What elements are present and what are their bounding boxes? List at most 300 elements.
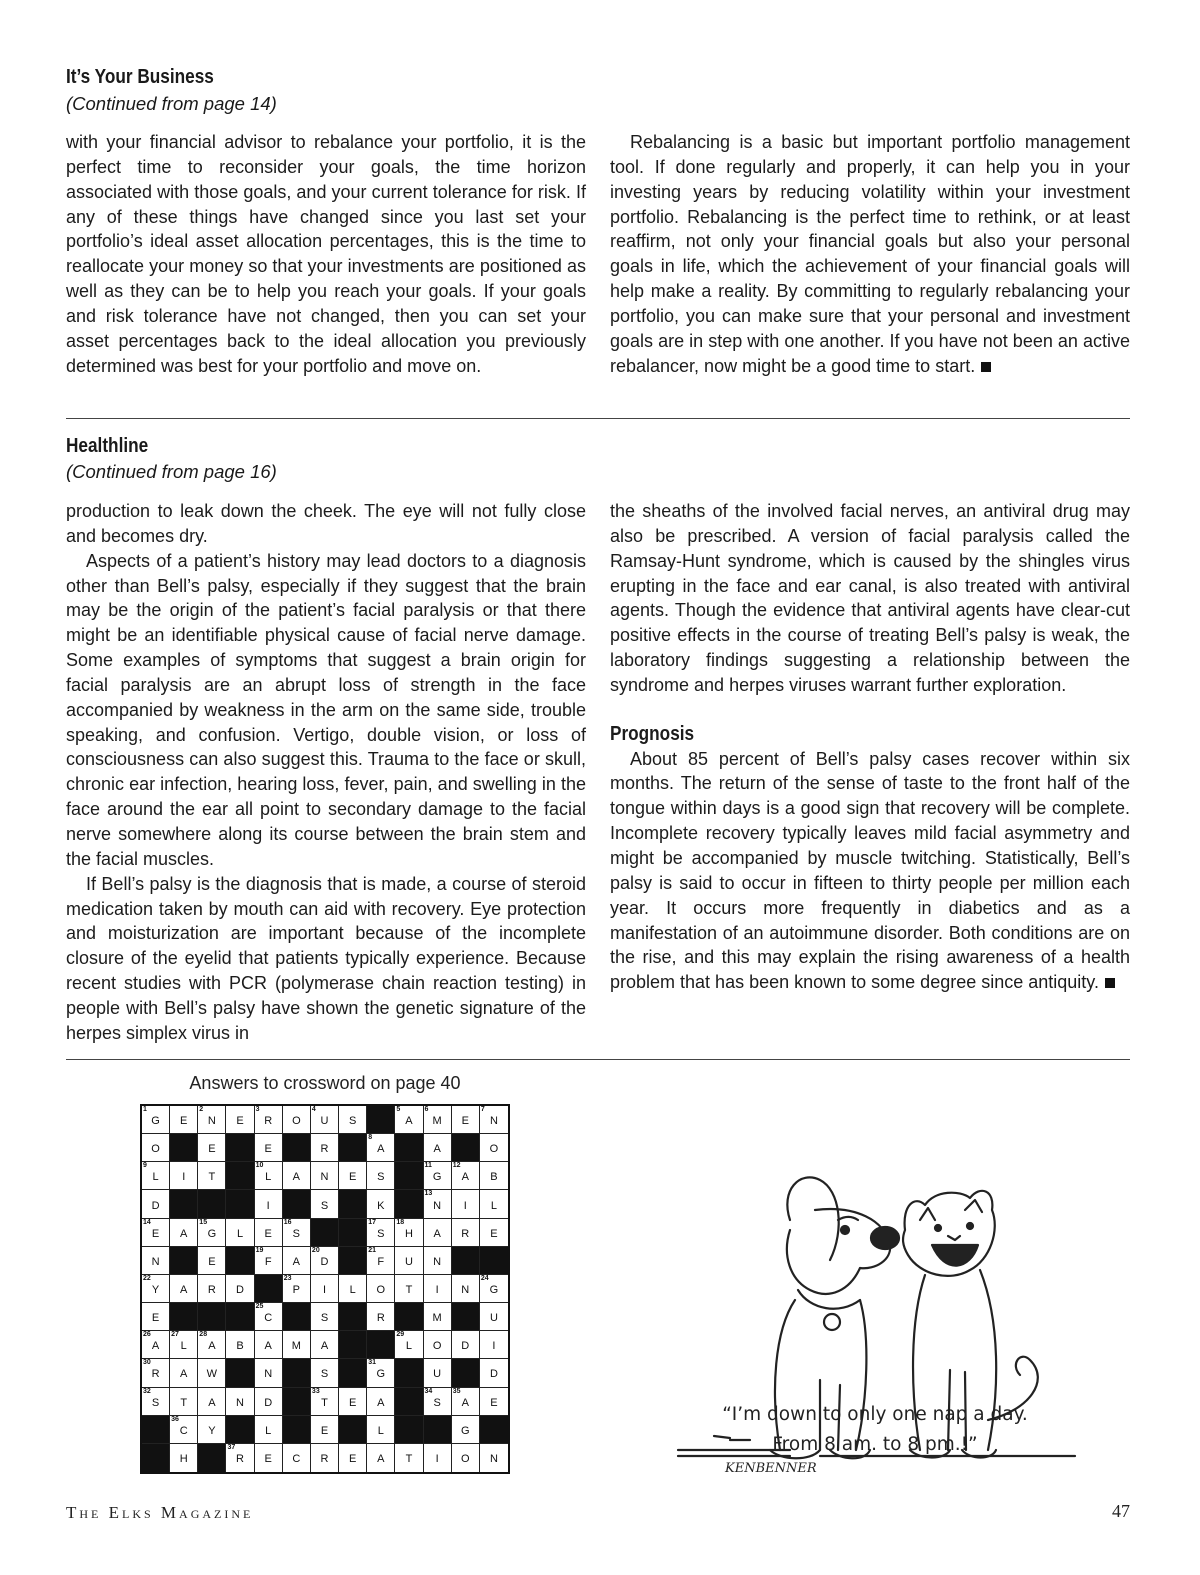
crossword-cell (480, 1444, 508, 1472)
crossword-letter: E (461, 1115, 469, 1128)
crossword-clue-number: 29 (396, 1331, 405, 1339)
crossword-letter: O (432, 1340, 442, 1353)
crossword-cell (480, 1106, 508, 1134)
crossword-letter: N (433, 1255, 442, 1268)
crossword-letter: L (405, 1340, 413, 1353)
crossword-letter: R (236, 1453, 244, 1466)
crossword-letter: D (320, 1255, 329, 1268)
crossword-cell (226, 1219, 254, 1247)
crossword-cell (311, 1162, 339, 1190)
crossword-letter: L (265, 1171, 272, 1184)
crossword-letter: L (180, 1340, 187, 1353)
crossword-cell (255, 1444, 283, 1472)
crossword-cell (424, 1162, 452, 1190)
crossword-letter: N (151, 1255, 160, 1268)
crossword-letter: S (377, 1171, 385, 1184)
crossword-black-square (339, 1190, 367, 1218)
crossword-cell (367, 1134, 395, 1162)
crossword-black-square (142, 1444, 170, 1472)
crossword-cell (198, 1219, 226, 1247)
crossword-cell (311, 1359, 339, 1387)
crossword-cell (339, 1275, 367, 1303)
crossword-black-square (395, 1359, 423, 1387)
crossword-cell (283, 1219, 311, 1247)
cat-eye (967, 1223, 973, 1229)
end-of-article-mark (1105, 978, 1115, 988)
crossword-clue-number: 13 (424, 1190, 433, 1198)
crossword-letter: O (376, 1283, 386, 1296)
crossword-black-square (170, 1247, 198, 1275)
crossword-letter: A (461, 1396, 469, 1409)
crossword-cell (255, 1134, 283, 1162)
crossword-letter: S (348, 1115, 357, 1128)
crossword-cell (226, 1275, 254, 1303)
crossword-black-square (198, 1444, 226, 1472)
crossword-letter: D (236, 1283, 244, 1296)
crossword-cell (367, 1247, 395, 1275)
crossword-letter: B (490, 1171, 498, 1184)
crossword-letter: N (433, 1199, 442, 1212)
crossword-clue-number: 26 (143, 1331, 151, 1339)
crossword-letter: M (432, 1312, 442, 1325)
crossword-letter: G (376, 1368, 386, 1381)
crossword-cell (283, 1275, 311, 1303)
crossword-letter: N (320, 1171, 329, 1184)
crossword-black-square (395, 1416, 423, 1444)
crossword-cell (480, 1190, 508, 1218)
healthline-continued-note: (Continued from page 16) (66, 461, 277, 482)
crossword-cell (452, 1219, 480, 1247)
page-number: 47 (1112, 1501, 1130, 1521)
crossword-letter: A (180, 1283, 188, 1296)
healthline-section-title: Healthline (66, 435, 149, 457)
crossword-cell (170, 1416, 198, 1444)
crossword-black-square (283, 1416, 311, 1444)
crossword-black-square (452, 1134, 480, 1162)
crossword-cell (198, 1106, 226, 1134)
crossword-letter: S (320, 1312, 329, 1325)
crossword-letter: G (207, 1227, 217, 1240)
crossword-letter: E (264, 1143, 272, 1156)
crossword-letter: N (264, 1368, 273, 1381)
crossword-letter: M (432, 1115, 442, 1128)
crossword-cell (339, 1162, 367, 1190)
crossword-black-square (226, 1162, 254, 1190)
crossword-cell (311, 1303, 339, 1331)
crossword-black-square (198, 1190, 226, 1218)
cartoon-caption-line: From 8 am. to 8 pm.!” (772, 1434, 978, 1455)
prognosis-heading: Prognosis (610, 722, 695, 745)
crossword-letter: A (320, 1340, 329, 1353)
business-left-column (66, 130, 586, 378)
crossword-letter: S (377, 1227, 385, 1240)
crossword-cell (198, 1247, 226, 1275)
crossword-clue-number: 2 (199, 1106, 204, 1113)
crossword-letter: G (432, 1171, 442, 1184)
crossword-letter: N (207, 1115, 216, 1128)
crossword-clue-number: 34 (424, 1387, 433, 1395)
crossword-letter: R (461, 1227, 470, 1240)
crossword-black-square (395, 1303, 423, 1331)
crossword-cell (367, 1303, 395, 1331)
crossword-cell (142, 1247, 170, 1275)
crossword-cell (480, 1219, 508, 1247)
crossword-cell (142, 1388, 170, 1416)
crossword-letter: R (264, 1115, 273, 1128)
crossword-letter: B (236, 1340, 244, 1353)
crossword-black-square (283, 1359, 311, 1387)
crossword-letter: G (151, 1115, 160, 1128)
crossword-cell (170, 1388, 198, 1416)
crossword-letter: Y (208, 1424, 216, 1437)
crossword-letter: S (151, 1396, 160, 1409)
crossword-letter: L (490, 1199, 497, 1212)
crossword-clue-number: 25 (255, 1303, 264, 1311)
crossword-cell (424, 1247, 452, 1275)
crossword-cell (255, 1219, 283, 1247)
crossword-clue-number: 30 (143, 1359, 151, 1367)
crossword-cell (452, 1444, 480, 1472)
crossword-letter: W (206, 1368, 218, 1381)
crossword-letter: D (489, 1368, 498, 1381)
crossword-letter: A (405, 1115, 413, 1128)
crossword-letter: A (377, 1396, 385, 1409)
healthline-paragraph: production to leak down the cheek. The eye will not fully close and becomes dry. (66, 501, 586, 546)
crossword-letter: H (179, 1453, 188, 1466)
crossword-letter: I (463, 1199, 467, 1212)
crossword-cell (198, 1388, 226, 1416)
crossword-clue-number: 27 (171, 1331, 179, 1339)
crossword-cell (142, 1359, 170, 1387)
crossword-black-square (452, 1303, 480, 1331)
crossword-clue-number: 10 (255, 1162, 264, 1170)
crossword-cell (480, 1275, 508, 1303)
crossword-letter: P (292, 1283, 301, 1296)
crossword-cell (452, 1416, 480, 1444)
crossword-letter: R (320, 1453, 329, 1466)
crossword-cell (283, 1444, 311, 1472)
cartoonist-signature: KENBENNER (725, 1461, 817, 1476)
crossword-letter: N (236, 1396, 244, 1409)
crossword-black-square (395, 1162, 423, 1190)
crossword-letter: S (320, 1368, 329, 1381)
crossword-cell (170, 1275, 198, 1303)
crossword-letter: C (179, 1424, 188, 1437)
crossword-cell (395, 1219, 423, 1247)
crossword-letter: G (489, 1283, 499, 1296)
crossword-cell (142, 1106, 170, 1134)
crossword-black-square (283, 1134, 311, 1162)
crossword-clue-number: 21 (368, 1246, 377, 1254)
crossword-clue-number: 24 (480, 1274, 489, 1282)
crossword-cell (226, 1331, 254, 1359)
crossword-cell (142, 1275, 170, 1303)
cartoon-caption-line: “I’m down to only one nap a day. (722, 1404, 1028, 1425)
crossword-letter: A (292, 1255, 301, 1268)
crossword-letter: L (349, 1283, 356, 1296)
crossword-letter: A (461, 1171, 469, 1184)
business-section-title: It’s Your Business (66, 66, 214, 88)
crossword-clue-number: 20 (311, 1246, 320, 1254)
crossword-cell (170, 1162, 198, 1190)
crossword-letter: R (207, 1283, 216, 1296)
crossword-letter: E (208, 1143, 216, 1156)
crossword-cell (424, 1106, 452, 1134)
business-paragraph: Rebalancing is a basic but important portfolio management tool. If done regularly and properly, it can help you in your investing years by reducing volatility within your investment portfolio. Rebalancing is the perfect time to rethink, or at least reaffirm, not only your financial goals but also your personal goals in life, which the achievement of your financial goals will help make a reality. By committing to regularly rebalancing your portfolio, you can make sure that your personal and investment goals are in step with one another. If you have not been an active rebalancer, now might be a good time to start. (610, 132, 1130, 376)
crossword-cell (395, 1331, 423, 1359)
crossword-clue-number: 9 (143, 1162, 147, 1170)
crossword-cell (339, 1388, 367, 1416)
crossword-cell (452, 1331, 480, 1359)
crossword-letter: A (433, 1227, 441, 1240)
crossword-letter: I (435, 1453, 439, 1466)
dog-ear (787, 1177, 838, 1260)
crossword-cell (339, 1444, 367, 1472)
crossword-black-square (170, 1303, 198, 1331)
crossword-black-square (170, 1134, 198, 1162)
crossword-letter: E (264, 1227, 272, 1240)
crossword-clue-number: 5 (396, 1106, 401, 1113)
business-continued-note: (Continued from page 14) (66, 93, 277, 114)
crossword-cell (255, 1190, 283, 1218)
crossword-cell (424, 1219, 452, 1247)
crossword-clue-number: 22 (143, 1274, 151, 1282)
crossword-letter: D (461, 1340, 470, 1353)
crossword-cell (452, 1388, 480, 1416)
crossword-letter: E (208, 1255, 216, 1268)
crossword-letter: U (489, 1312, 498, 1325)
crossword-letter: S (320, 1199, 329, 1212)
crossword-letter: E (151, 1227, 160, 1240)
crossword-letter: E (264, 1453, 272, 1466)
crossword-black-square (198, 1303, 226, 1331)
dog-eye (841, 1226, 849, 1234)
crossword-cell (311, 1275, 339, 1303)
crossword-clue-number: 8 (368, 1134, 373, 1142)
crossword-cell (424, 1444, 452, 1472)
healthline-paragraph: About 85 percent of Bell’s palsy cases recover within six months. The return of the sense of taste to the front half of the tongue within days is a good sign that recovery will be complete. Incomplete recovery typically leaves mild facial asymmetry and might be accompanied by muscle twitching. Statistically, Bell’s palsy is said to occur in fifteen to thirty people per million each year. It occurs more frequently in diabetics and as a manifestation of an autoimmune disorder. Both conditions are on the rise, and this may explain the rising awareness of a health problem that has been known to some degree since antiquity. (610, 748, 1130, 993)
crossword-cell (395, 1106, 423, 1134)
crossword-cell (311, 1190, 339, 1218)
crossword-letter: E (151, 1312, 160, 1325)
crossword-black-square (226, 1247, 254, 1275)
crossword-letter: O (151, 1143, 160, 1156)
crossword-cell (452, 1106, 480, 1134)
crossword-cell (311, 1106, 339, 1134)
crossword-cell (311, 1416, 339, 1444)
crossword-cell (480, 1359, 508, 1387)
crossword-cell (283, 1162, 311, 1190)
crossword-clue-number: 19 (255, 1246, 264, 1254)
crossword-letter: S (292, 1227, 301, 1240)
healthline-paragraph: Aspects of a patient’s history may lead doctors to a diagnosis other than Bell’s palsy, especially if they suggest that the brain may be the origin of the patient’s facial paralysis or that there might be an identifiable physical cause of facial nerve damage. Some examples of symptoms that suggest a brain origin for facial paralysis are an abrupt loss of strength in the face accompanied by weakness in the arm on the same side, trouble speaking, and confusion. Vertigo, double vision, or loss of consciousness can also suggest this. Trauma to the face or skull, chronic ear infection, hearing loss, fever, pain, and swelling in the face around the ear all point to secondary damage to the facial nerve somewhere along its course between the brain stem and the facial muscles. (66, 550, 586, 869)
crossword-letter: D (151, 1199, 160, 1212)
crossword-cell (480, 1388, 508, 1416)
crossword-letter: A (292, 1171, 301, 1184)
crossword-cell (311, 1247, 339, 1275)
crossword-cell (395, 1247, 423, 1275)
crossword-cell (367, 1219, 395, 1247)
crossword-cell (367, 1416, 395, 1444)
crossword-cell (480, 1303, 508, 1331)
healthline-paragraph: If Bell’s palsy is the diagnosis that is made, a course of steroid medication taken by mouth can aid with recovery. Eye protection and moisturization are important because of the incomplete closure of the eyelid that patients typically experience. Because recent studies with PCR (polymerase chain reaction testing) in people with Bell’s palsy have shown the genetic signature of the herpes simplex virus in (66, 873, 586, 1043)
crossword-black-square (142, 1416, 170, 1444)
crossword-letter: R (320, 1143, 329, 1156)
crossword-clue-number: 31 (368, 1359, 377, 1367)
end-of-article-mark (981, 362, 991, 372)
crossword-black-square (283, 1303, 311, 1331)
crossword-cell (367, 1444, 395, 1472)
crossword-cell (255, 1247, 283, 1275)
crossword-cell (142, 1162, 170, 1190)
healthline-right-column (610, 499, 1130, 995)
crossword-clue-number: 11 (424, 1162, 432, 1170)
crossword-clue-number: 36 (171, 1415, 179, 1423)
crossword-letter: M (291, 1340, 301, 1353)
crossword-letter: N (489, 1453, 498, 1466)
crossword-clue-number: 1 (143, 1106, 147, 1113)
crossword-letter: U (404, 1255, 413, 1268)
crossword-cell (198, 1359, 226, 1387)
crossword-cell (198, 1162, 226, 1190)
crossword-letter: T (405, 1453, 413, 1466)
crossword-letter: E (236, 1115, 244, 1128)
crossword-cell (170, 1106, 198, 1134)
crossword-black-square (226, 1359, 254, 1387)
crossword-letter: N (461, 1283, 470, 1296)
crossword-black-square (311, 1219, 339, 1247)
crossword-cell (424, 1275, 452, 1303)
crossword-letter: I (322, 1283, 327, 1296)
crossword-cell (480, 1331, 508, 1359)
crossword-black-square (395, 1388, 423, 1416)
crossword-cell (395, 1444, 423, 1472)
crossword-cell (170, 1444, 198, 1472)
crossword-letter: E (348, 1396, 357, 1409)
crossword-black-square (480, 1416, 508, 1444)
crossword-black-square (255, 1275, 283, 1303)
crossword-letter: O (489, 1143, 499, 1156)
crossword-letter: L (265, 1424, 272, 1437)
crossword-black-square (452, 1359, 480, 1387)
crossword-cell (452, 1162, 480, 1190)
crossword-cell (452, 1275, 480, 1303)
crossword-letter: I (266, 1199, 270, 1212)
crossword-cell (255, 1303, 283, 1331)
crossword-letter: F (264, 1255, 272, 1268)
crossword-cell (283, 1331, 311, 1359)
crossword-clue-number: 16 (283, 1218, 292, 1226)
cat-mouth (932, 1245, 978, 1266)
crossword-black-square (395, 1134, 423, 1162)
crossword-letter: O (460, 1453, 470, 1466)
crossword-letter: A (377, 1143, 385, 1156)
crossword-cell (198, 1416, 226, 1444)
crossword-letter: E (320, 1424, 329, 1437)
crossword-cell (226, 1444, 254, 1472)
crossword-cell (367, 1388, 395, 1416)
crossword-letter: R (376, 1312, 385, 1325)
crossword-letter: S (433, 1396, 441, 1409)
business-paragraph: with your financial advisor to rebalance your portfolio, it is the perfect time to reconsider your goals, the time horizon associated with those goals, and your current tolerance for risk. If any of these things have changed since you last set your portfolio’s ideal asset allocation percentages, this is the time to reallocate your money so that your investments are positioned as well as they can be to help you reach your goals. If your goals and risk tolerance have not changed, then you can set your asset percentages back to the ideal allocation you previously determined was best for your portfolio and move on. (66, 132, 586, 376)
crossword-cell (424, 1303, 452, 1331)
crossword-cell (142, 1219, 170, 1247)
crossword-letter: T (321, 1396, 328, 1409)
magazine-name: The Elks Magazine (66, 1503, 254, 1522)
crossword-cell (424, 1359, 452, 1387)
crossword-letter: T (208, 1171, 216, 1184)
crossword-cell (170, 1219, 198, 1247)
crossword-cell (424, 1190, 452, 1218)
crossword-letter: K (377, 1199, 385, 1212)
crossword-black-square (339, 1219, 367, 1247)
crossword-letter: A (433, 1143, 441, 1156)
crossword-letter: A (151, 1340, 160, 1353)
crossword-clue-number: 17 (368, 1218, 377, 1226)
crossword-letter: T (180, 1396, 188, 1409)
crossword-cell (311, 1134, 339, 1162)
crossword-cell (424, 1331, 452, 1359)
crossword-cell (367, 1275, 395, 1303)
crossword-black-square (283, 1190, 311, 1218)
crossword-clue-number: 4 (311, 1106, 316, 1113)
crossword-letter: U (433, 1368, 442, 1381)
crossword-black-square (424, 1416, 452, 1444)
crossword-black-square (339, 1134, 367, 1162)
crossword-cell (142, 1190, 170, 1218)
crossword-letter: E (348, 1453, 357, 1466)
crossword-letter: G (460, 1424, 470, 1437)
crossword-clue-number: 33 (311, 1387, 320, 1395)
crossword-letter: H (404, 1227, 413, 1240)
crossword-letter: Y (151, 1283, 160, 1296)
crossword-cell (395, 1275, 423, 1303)
crossword-black-square (339, 1303, 367, 1331)
crossword-cell (452, 1190, 480, 1218)
crossword-cell (480, 1162, 508, 1190)
crossword-letter: L (236, 1227, 244, 1240)
crossword-black-square (367, 1331, 395, 1359)
crossword-black-square (170, 1190, 198, 1218)
crossword-letter: R (151, 1368, 160, 1381)
crossword-answer-grid (140, 1104, 510, 1474)
crossword-cell (142, 1303, 170, 1331)
crossword-clue-number: 15 (199, 1218, 208, 1226)
crossword-cell (311, 1388, 339, 1416)
crossword-cell (255, 1162, 283, 1190)
crossword-cell (424, 1134, 452, 1162)
crossword-cell (226, 1388, 254, 1416)
crossword-letter: I (182, 1171, 186, 1184)
crossword-letter: A (377, 1453, 385, 1466)
crossword-letter: A (208, 1340, 216, 1353)
crossword-cell (226, 1106, 254, 1134)
crossword-black-square (226, 1190, 254, 1218)
crossword-cell (367, 1162, 395, 1190)
section-divider (66, 418, 1130, 419)
crossword-clue-number: 6 (424, 1106, 429, 1113)
crossword-clue-number: 35 (452, 1387, 461, 1395)
crossword-cell (255, 1416, 283, 1444)
crossword-letter: I (435, 1283, 439, 1296)
crossword-black-square (226, 1134, 254, 1162)
crossword-letter: D (264, 1396, 273, 1409)
crossword-cell (255, 1359, 283, 1387)
crossword-cell (198, 1331, 226, 1359)
crossword-cell (255, 1106, 283, 1134)
crossword-cell (283, 1106, 311, 1134)
crossword-cell (367, 1359, 395, 1387)
